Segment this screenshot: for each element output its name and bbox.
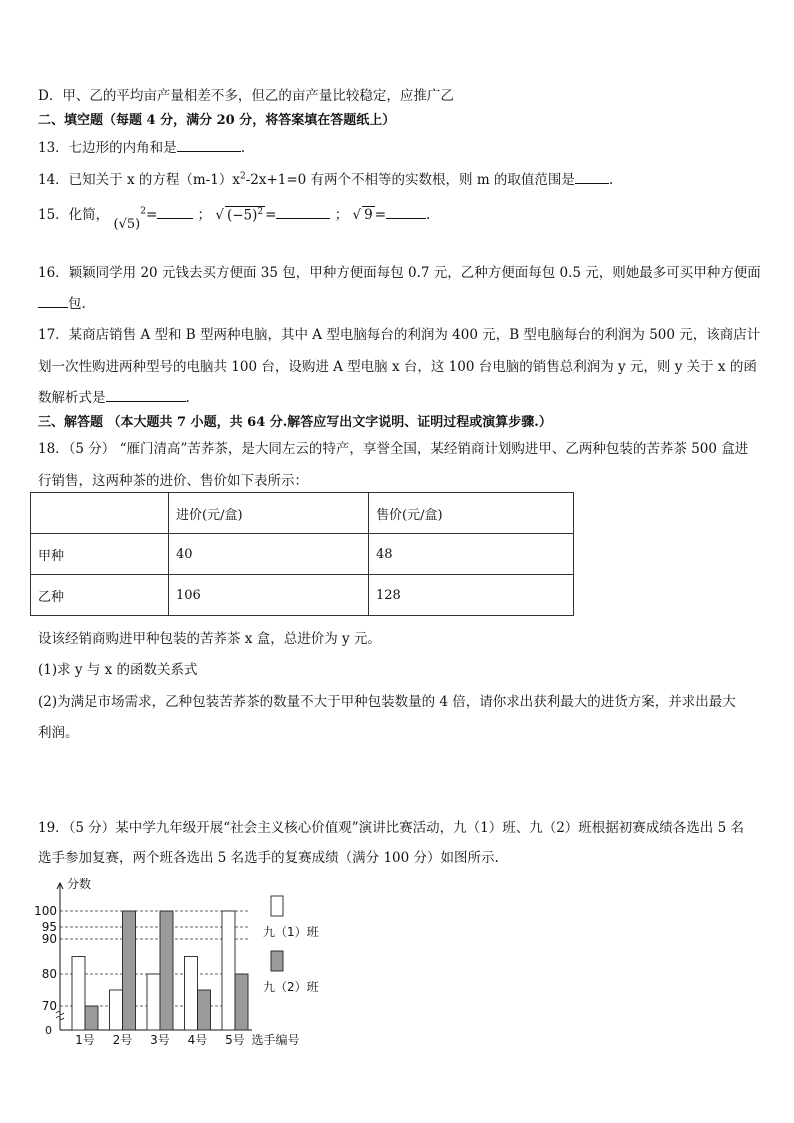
chart-legend bbox=[263, 896, 319, 994]
question-19-line-1: 19．（5 分）某中学九年级开展“社会主义核心价值观”演讲比赛活动，九（1）班、九（2）班根据初赛成绩各选出 5 名 bbox=[38, 820, 744, 836]
bar bbox=[160, 911, 173, 1030]
table-cell: 48 bbox=[369, 534, 574, 575]
q14-text-b: -2x+1=0 有两个不相等的实数根，则 m 的取值范围是 bbox=[245, 172, 575, 188]
score-bar-chart bbox=[30, 873, 330, 1048]
question-18-part-2-line-1: (2)为满足市场需求，乙种包装苦荞茶的数量不大于甲种包装数量的 4 倍，请你求出获利最大的进货方案，并求出最大 bbox=[38, 694, 736, 710]
x-axis-title: 选手编号 bbox=[251, 1033, 300, 1047]
q15-end: . bbox=[426, 207, 431, 223]
x-tick-label: 5号 bbox=[225, 1033, 245, 1047]
q15-eq3: = bbox=[374, 207, 387, 223]
x-tick-label: 1号 bbox=[75, 1033, 95, 1047]
question-18-part-1: (1)求 y 与 x 的函数关系式 bbox=[38, 662, 198, 678]
bar bbox=[85, 1006, 98, 1030]
y-tick-label: 70 bbox=[41, 999, 57, 1013]
bar bbox=[72, 957, 85, 1031]
legend-label: 九（1）班 bbox=[263, 925, 319, 939]
x-tick-label: 3号 bbox=[150, 1033, 170, 1047]
q13-end: . bbox=[240, 140, 245, 156]
q14-superscript: 2 bbox=[239, 171, 246, 182]
q15-exp1: 2 bbox=[140, 206, 146, 217]
y-tick-label: 100 bbox=[34, 904, 57, 918]
chart-bars bbox=[72, 911, 248, 1030]
table-cell: 40 bbox=[169, 534, 369, 575]
bar bbox=[198, 990, 211, 1030]
question-18-part-2-line-2: 利润。 bbox=[38, 725, 79, 741]
table-row bbox=[31, 575, 574, 616]
table-cell bbox=[31, 493, 169, 534]
bar bbox=[110, 990, 123, 1030]
q16-end: 包. bbox=[68, 296, 86, 312]
q15-eq2: = bbox=[265, 207, 277, 223]
q15-sep1: ； bbox=[197, 207, 212, 223]
q15-neg5-exp: 2 bbox=[257, 206, 264, 217]
question-19-line-2: 选手参加复赛，两个班各选出 5 名选手的复赛成绩（满分 100 分）如图所示. bbox=[38, 850, 499, 866]
question-17-line-1: 17．某商店销售 A 型和 B 型两种电脑，其中 A 型电脑每台的利润为 400 元，B 型电脑每台的利润为 500 元，该商店计 bbox=[38, 327, 761, 343]
table-cell: 甲种 bbox=[31, 534, 169, 575]
question-18-line-2: 行销售，这两种茶的进价、售价如下表所示： bbox=[38, 473, 308, 489]
section-3-heading: 三、解答题 （本大题共 7 小题，共 64 分.解答应写出文字说明、证明过程或演算步骤.） bbox=[38, 415, 552, 430]
question-17-line-2: 划一次性购进两种型号的电脑共 100 台，设购进 A 型电脑 x 台，这 100 台电脑的销售总利润为 y 元，则 y 关于 x 的函 bbox=[38, 359, 757, 375]
x-tick-label: 4号 bbox=[187, 1033, 208, 1047]
question-16-line-1: 16．颖颖同学用 20 元钱去买方便面 35 包，甲种方便面每包 0.7 元，乙种方便面每包 0.5 元，则她最多可买甲种方便面 bbox=[38, 265, 761, 281]
table-cell: 106 bbox=[169, 575, 369, 616]
q15-sqrt5: √5 bbox=[118, 217, 136, 232]
question-14 bbox=[38, 168, 613, 188]
q15-text: 15．化简， bbox=[38, 207, 110, 223]
table-cell: 乙种 bbox=[31, 575, 169, 616]
q15-sqrt9: 9 bbox=[364, 207, 373, 223]
x-tick-label: 2号 bbox=[112, 1033, 133, 1047]
q14-text-a: 14．已知关于 x 的方程（m-1）x bbox=[38, 172, 240, 188]
q17-end: . bbox=[185, 390, 190, 406]
bar bbox=[222, 911, 235, 1030]
q16-answer-blank bbox=[38, 293, 68, 308]
bar bbox=[235, 974, 248, 1030]
q13-text: 13．七边形的内角和是 bbox=[38, 140, 177, 156]
table-cell: 售价(元/盒) bbox=[369, 493, 574, 534]
y-tick-label: 90 bbox=[41, 932, 57, 946]
q15-sep2: ； bbox=[334, 207, 349, 223]
question-18-setup: 设该经销商购进甲种包装的苦荞茶 x 盒，总进价为 y 元。 bbox=[38, 631, 381, 647]
bar bbox=[147, 974, 160, 1030]
q13-answer-blank bbox=[177, 137, 241, 152]
bar bbox=[123, 911, 136, 1030]
question-15: 15．化简， $(√5)^2=$ ； √ $(-5)^2$ = ； √ 9 = . bbox=[38, 203, 430, 223]
section-2-heading: 二、填空题（每题 4 分，满分 20 分，将答案填在答题纸上） bbox=[38, 113, 396, 128]
q15-eq1: = bbox=[145, 207, 158, 223]
question-13 bbox=[38, 136, 245, 156]
q14-end: . bbox=[608, 172, 614, 188]
price-table bbox=[30, 492, 574, 616]
q15-blank-1 bbox=[157, 204, 193, 219]
q15-blank-2 bbox=[276, 204, 330, 219]
bar bbox=[185, 957, 198, 1031]
table-cell: 128 bbox=[369, 575, 574, 616]
q17-text-c: 数解析式是 bbox=[38, 390, 106, 406]
table-row bbox=[31, 534, 574, 575]
q15-blank-3 bbox=[386, 204, 426, 219]
legend-swatch bbox=[271, 951, 283, 971]
q15-neg5: (−5) bbox=[226, 207, 258, 223]
legend-label: 九（2）班 bbox=[263, 980, 319, 994]
question-18-line-1: 18．（5 分） “雁门清高”苦荞茶，是大同左云的特产，享誉全国，某经销商计划购进甲、乙两种包装的苦荞茶 500 盒进 bbox=[38, 441, 749, 457]
q17-answer-blank bbox=[106, 387, 186, 402]
question-17-line-3 bbox=[38, 386, 190, 406]
question-16-line-2 bbox=[38, 292, 86, 312]
y-tick-label: 95 bbox=[41, 920, 57, 934]
y-axis-title: 分数 bbox=[67, 877, 92, 891]
q14-answer-blank bbox=[575, 169, 609, 184]
table-row bbox=[31, 493, 574, 534]
table-cell: 进价(元/盒) bbox=[169, 493, 369, 534]
origin-label: 0 bbox=[45, 1024, 52, 1037]
option-d: D．甲、乙的平均亩产量相差不多，但乙的亩产量比较稳定，应推广乙 bbox=[38, 88, 454, 104]
y-tick-label: 80 bbox=[41, 967, 57, 981]
legend-swatch bbox=[271, 896, 283, 916]
